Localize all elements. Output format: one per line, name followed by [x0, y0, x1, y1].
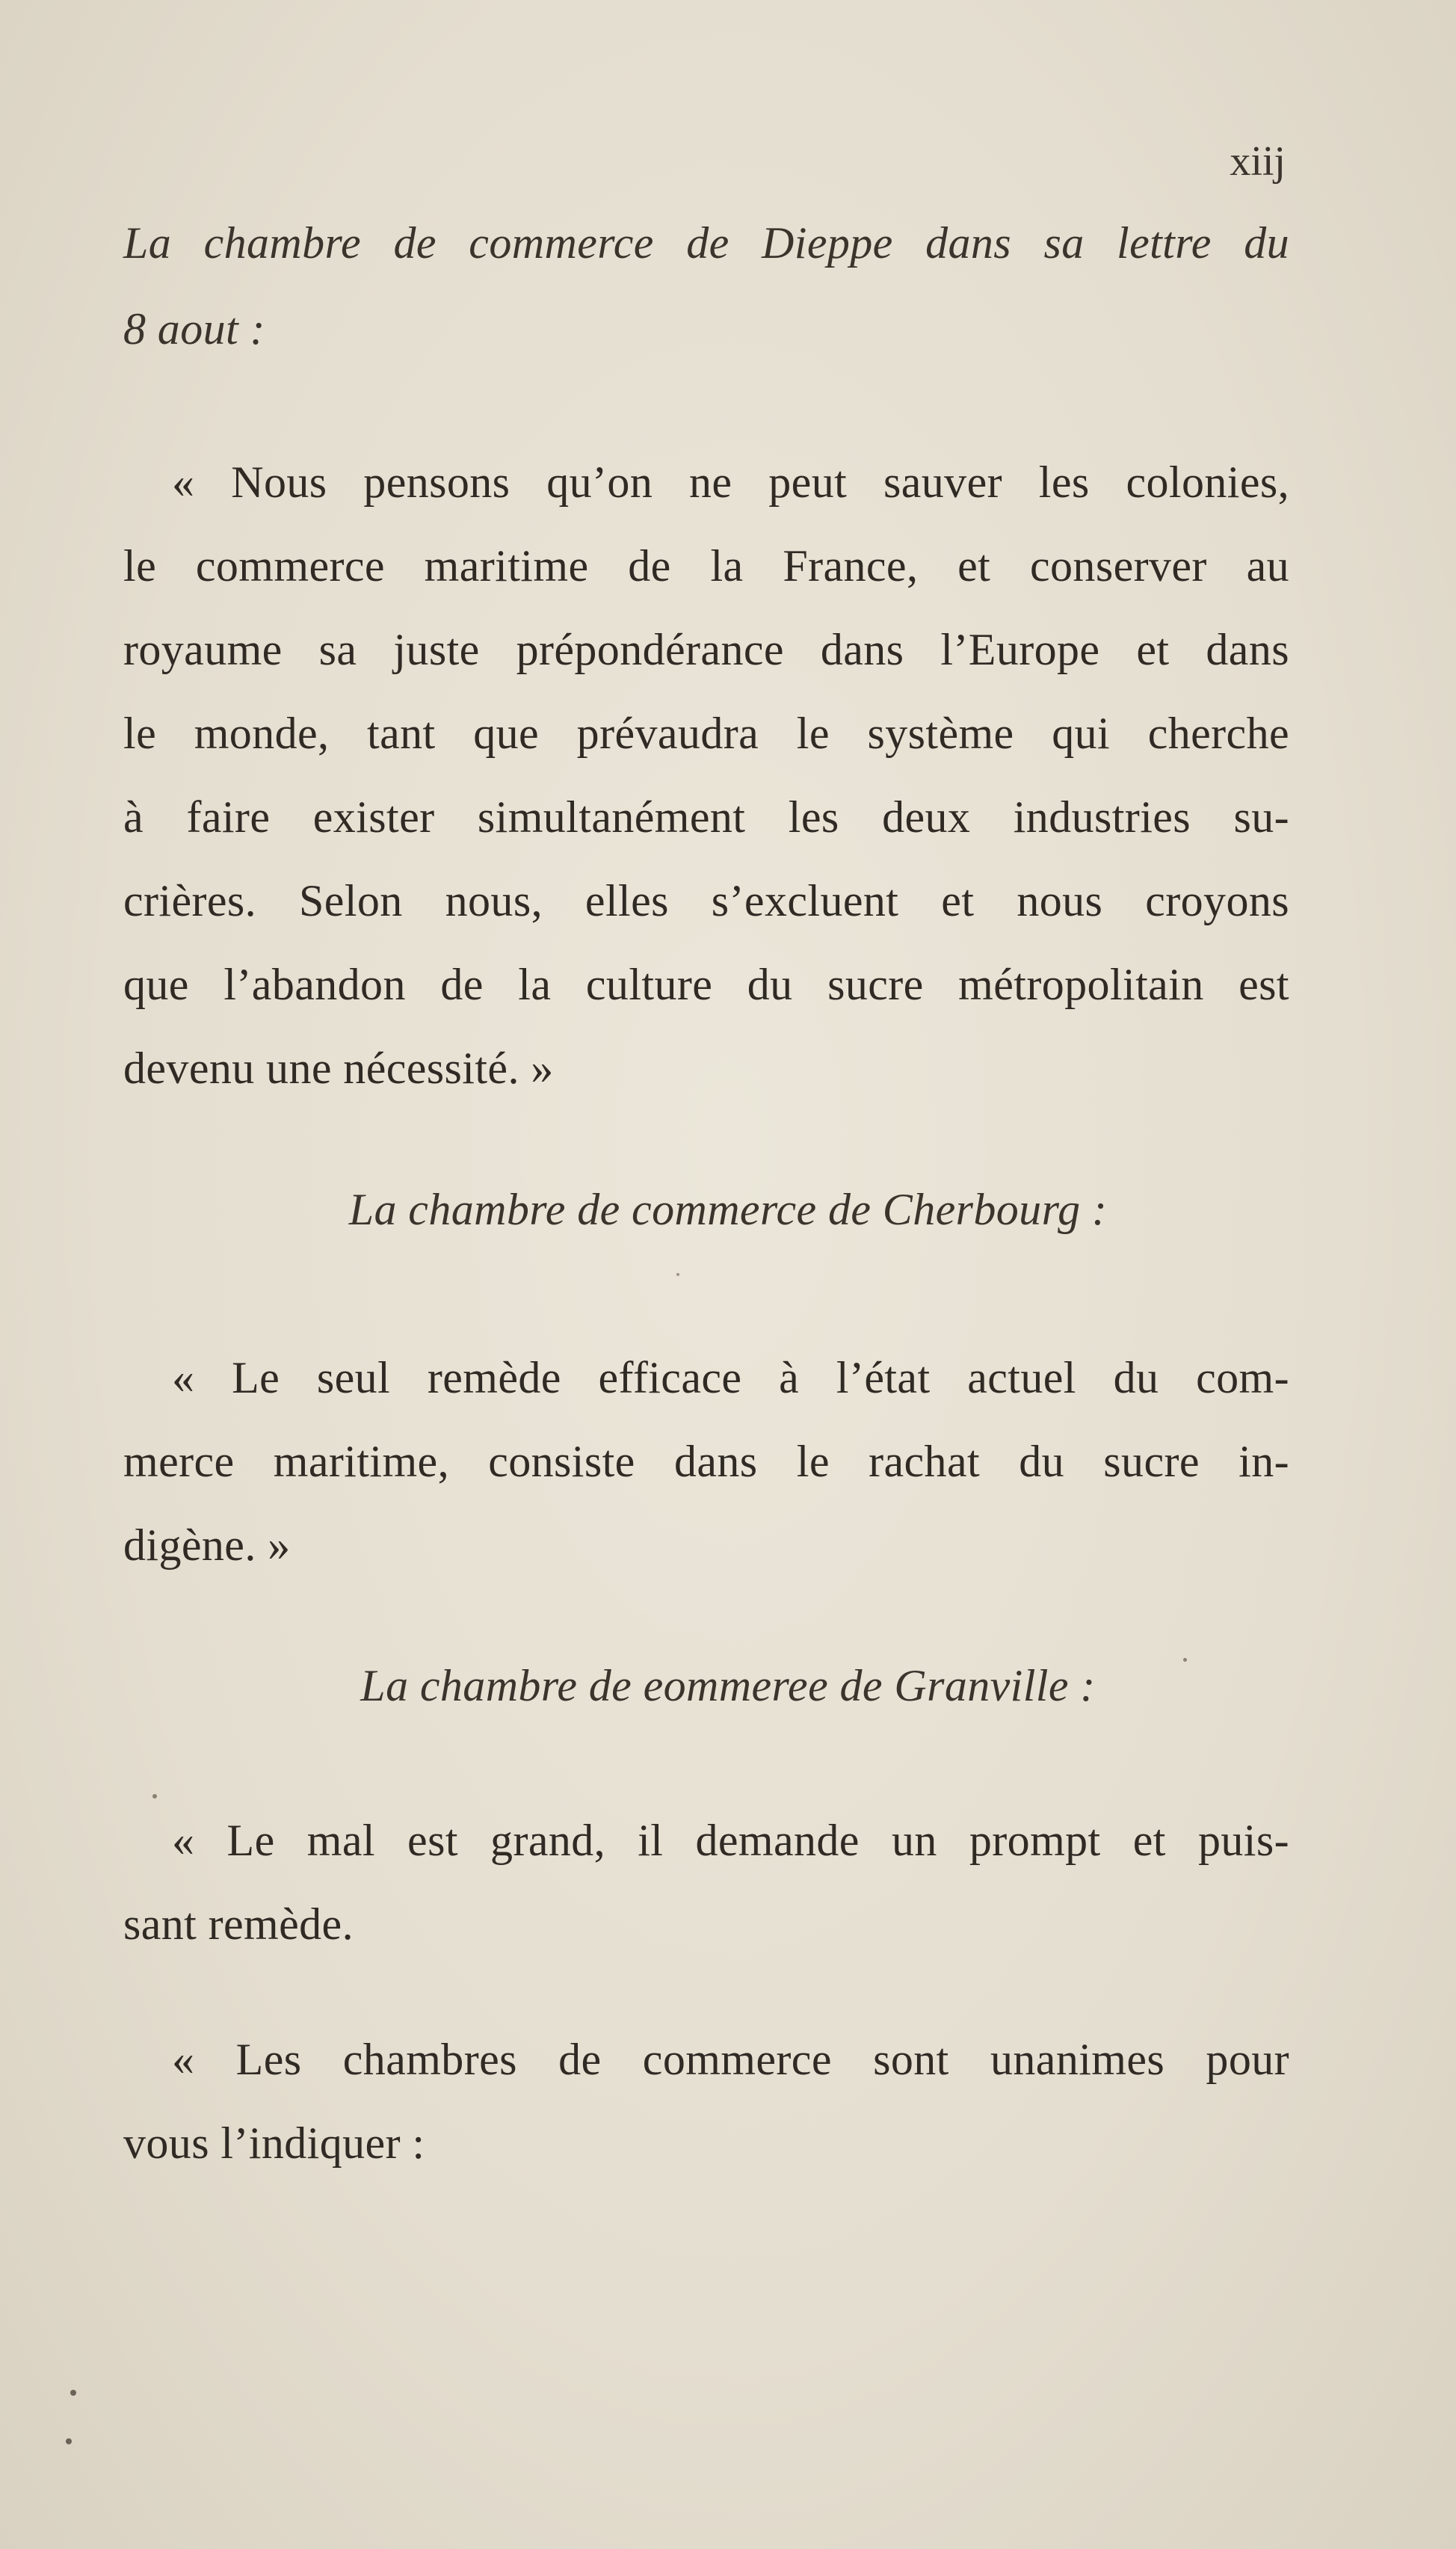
dieppe-intro-line-1: La chambre de commerce de Dieppe dans sa lettre du: [123, 218, 1289, 268]
dieppe-quote-line: le monde, tant que prévaudra le système qui cherche: [123, 709, 1289, 758]
dieppe-quote-line: crières. Selon nous, elles s’excluent et nous croyons: [123, 876, 1289, 925]
cherbourg-heading: La chambre de commerce de Cherbourg :: [348, 1185, 1108, 1234]
cherbourg-quote-line: digène. »: [123, 1520, 291, 1570]
granville-quote-line: « Les chambres de commerce sont unanimes pour: [172, 2035, 1289, 2084]
page-number: xiij: [1230, 138, 1286, 185]
dieppe-quote-line: « Nous pensons qu’on ne peut sauver les colonies,: [172, 457, 1289, 507]
granville-heading: La chambre de eommeree de Granville :: [360, 1661, 1096, 1710]
cherbourg-quote-line: « Le seul remède efficace à l’état actuel du com-: [172, 1353, 1289, 1402]
paper-speck: [1183, 1658, 1187, 1662]
dieppe-quote-line: à faire exister simultanément les deux industries su-: [123, 792, 1289, 842]
dieppe-quote-line: royaume sa juste prépondérance dans l’Europe et dans: [123, 625, 1289, 674]
granville-quote-line: « Le mal est grand, il demande un prompt et puis-: [172, 1816, 1289, 1865]
dieppe-intro-line-2: 8 aout :: [123, 304, 265, 354]
dieppe-quote-line: le commerce maritime de la France, et conserver au: [123, 541, 1289, 591]
dieppe-quote-line: que l’abandon de la culture du sucre métropolitain est: [123, 960, 1289, 1009]
granville-quote-line: sant remède.: [123, 1899, 354, 1949]
granville-quote-line: vous l’indiquer :: [123, 2118, 425, 2168]
paper-speck: [66, 2438, 72, 2444]
paper-speck: [676, 1273, 679, 1276]
dieppe-quote-line: devenu une nécessité. »: [123, 1044, 554, 1093]
cherbourg-quote-line: merce maritime, consiste dans le rachat du sucre in-: [123, 1437, 1289, 1486]
paper-speck: [152, 1794, 157, 1799]
paper-speck: [70, 2390, 76, 2396]
